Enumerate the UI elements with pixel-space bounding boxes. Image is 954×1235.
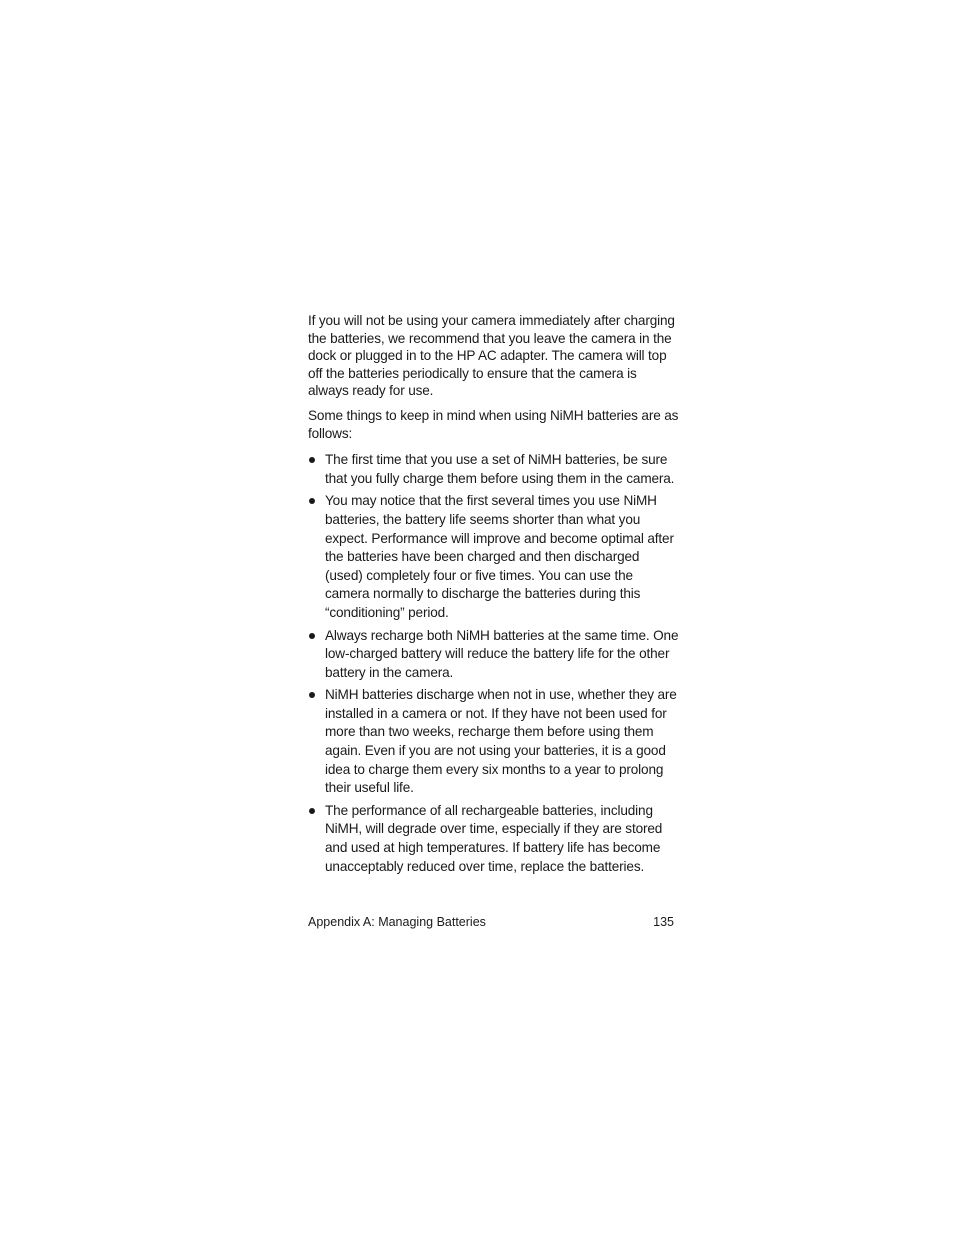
lead-in-paragraph: Some things to keep in mind when using NiMH batteries are as follows: [308, 407, 679, 441]
list-item-text: The first time that you use a set of NiMH batteries, be sure that you fully charge them before using them in the camera. [325, 452, 675, 486]
list-item [308, 451, 680, 488]
page-footer [308, 913, 674, 931]
bullet-icon [309, 692, 315, 698]
list-item [308, 686, 680, 798]
body-text [308, 312, 680, 880]
list-item [308, 802, 680, 876]
intro-paragraph: If you will not be using your camera immediately after charging the batteries, we recommend that you leave the camera in the dock or plugged in to the HP AC adapter. The camera will top off the batteries periodically to ensure that the camera is always ready for use. [308, 313, 675, 399]
tips-list [308, 451, 680, 876]
bullet-icon [309, 633, 315, 639]
page-number: 135 [653, 915, 674, 929]
list-item-text: NiMH batteries discharge when not in use, whether they are installed in a camera or not. If they have not been used for more than two weeks, recharge them before using them again. Even if you are not using your batteries, it is a good idea to charge them every six months to a year to prolong their useful life. [325, 687, 677, 796]
list-item-text: Always recharge both NiMH batteries at the same time. One low-charged battery will reduce the battery life for the other battery in the camera. [325, 627, 679, 680]
bullet-icon [309, 457, 315, 463]
footer-section-title: Appendix A: Managing Batteries [308, 915, 486, 929]
list-item [308, 492, 680, 622]
list-item [308, 627, 680, 683]
bullet-icon [309, 498, 315, 504]
list-item-text: The performance of all rechargeable batteries, including NiMH, will degrade over time, especially if they are stored and used at high temperatures. If battery life has become unacceptably reduced over time, replace the batteries. [325, 802, 663, 874]
bullet-icon [309, 808, 315, 814]
list-item-text: You may notice that the first several times you use NiMH batteries, the battery life seems shorter than what you expect. Performance will improve and become optimal after the batteries have been charged and then discharged (used) completely four or five times. You can use the camera normally to discharge the batteries during this “conditioning” period. [325, 493, 674, 620]
